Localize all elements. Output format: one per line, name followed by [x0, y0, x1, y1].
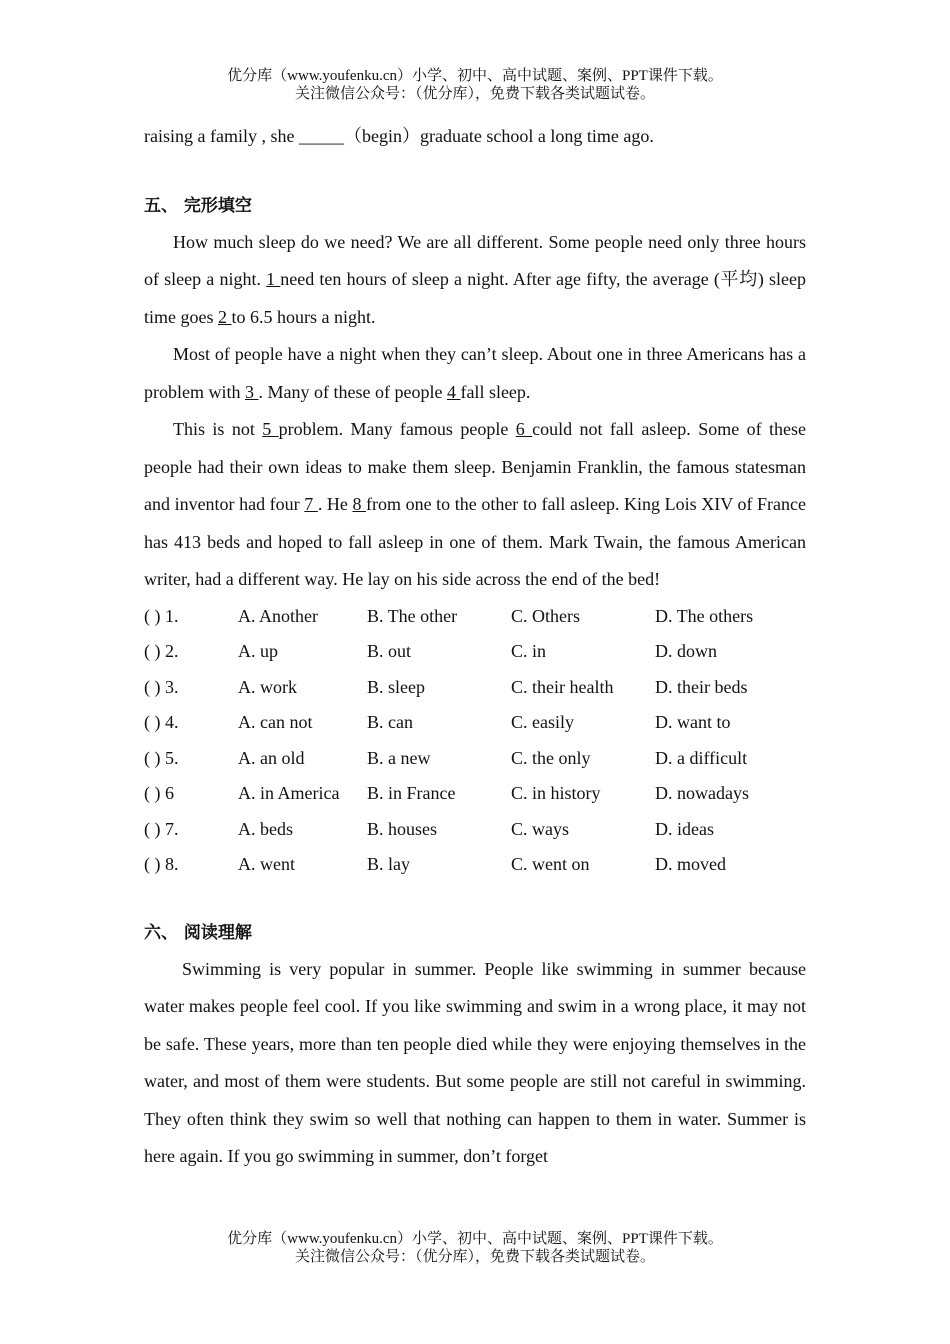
section-6-title: 六、 阅读理解 — [144, 922, 252, 943]
header-line-1: 优分库（www.youfenku.cn）小学、初中、高中试题、案例、PPT课件下载。 — [227, 68, 723, 84]
option-d: D. nowadays — [655, 783, 749, 803]
option-d: D. a difficult — [655, 747, 748, 768]
option-b: B. can — [367, 712, 413, 732]
question-number: ( ) 4. — [144, 712, 179, 732]
cloze-paragraph-2: Most of people have a night when they can’t sleep. About one in three Americans has a problem with 3 . Many of these of people 4 fall sleep. — [144, 344, 806, 402]
question-row — [144, 599, 806, 635]
question-row — [144, 634, 806, 670]
question-row — [144, 847, 806, 883]
cloze-paragraph-3: This is not 5 problem. Many famous people 6 could not fall asleep. Some of these people had their own ideas to make them sleep. Benjamin Franklin, the famous statesman and inventor had four 7 . He 8 from one to the other to fall asleep. King Lois XIV of France has 413 beds and hoped to fall asleep in one of them. Mark Twain, the famous American writer, had a different way. He lay on his side across the end of the bed! — [144, 419, 806, 589]
blank-8: 8 — [352, 494, 367, 514]
option-a: A. an old — [238, 747, 305, 768]
option-b: B. a new — [367, 747, 431, 768]
question-number: ( ) 1. — [144, 605, 179, 626]
footer-line-1: 优分库（www.youfenku.cn）小学、初中、高中试题、案例、PPT课件下载。 — [227, 1231, 723, 1247]
question-number: ( ) 7. — [144, 818, 179, 839]
question-number: ( ) 8. — [144, 854, 179, 874]
option-a: A. can not — [238, 712, 313, 732]
reading-paragraph-1: Swimming is very popular in summer. People like swimming in summer because water makes people feel cool. If you like swimming and swim in a wrong place, it may not be safe. These years, more than ten people died while they were enjoying themselves in the water, and most of them were students. But some people are still not careful in swimming. They often think they swim so well that nothing can happen to them in water. Summer is here again. If you go swimming in summer, don’t forget — [144, 958, 806, 1166]
option-a: A. Another — [238, 605, 318, 626]
option-c: C. in — [511, 641, 547, 661]
option-c: C. their health — [511, 676, 614, 697]
option-d: D. ideas — [655, 818, 714, 839]
question-row — [144, 670, 806, 706]
option-d: D. want to — [655, 712, 731, 732]
option-c: C. easily — [511, 712, 574, 732]
blank-6: 6 — [515, 419, 533, 439]
option-b: B. sleep — [367, 676, 425, 697]
question-row — [144, 812, 806, 848]
blank-7: 7 — [304, 494, 318, 514]
question-number: ( ) 3. — [144, 676, 179, 697]
option-b: B. lay — [367, 854, 410, 874]
question-number: ( ) 6 — [144, 783, 174, 803]
footer-line-2: 关注微信公众号：（优分库），免费下载各类试题试卷。 — [294, 1249, 655, 1265]
option-d: D. The others — [655, 605, 754, 626]
option-b: B. out — [367, 641, 412, 661]
page-header — [0, 67, 950, 103]
option-a: A. up — [238, 641, 278, 661]
continuation-line: raising a family , she _____（begin）graduate school a long time ago. — [144, 126, 654, 146]
question-row — [144, 705, 806, 741]
option-c: C. Others — [511, 605, 580, 626]
question-list — [144, 599, 806, 883]
option-c: C. went on — [511, 854, 590, 874]
option-a: A. work — [238, 676, 297, 697]
option-b: B. houses — [367, 818, 438, 839]
cloze-paragraph-1: How much sleep do we need? We are all different. Some people need only three hours of sleep a night. 1 need ten hours of sleep a night. After age fifty, the average (平均) sleep time goes 2 to 6.5 hours a night. — [144, 231, 807, 327]
question-number: ( ) 2. — [144, 641, 179, 661]
answer-blank: _____ — [298, 126, 344, 146]
blank-5: 5 — [262, 419, 279, 439]
option-d: D. moved — [655, 854, 726, 874]
option-c: C. the only — [511, 747, 591, 768]
question-row — [144, 741, 806, 777]
question-number: ( ) 5. — [144, 747, 179, 768]
option-c: C. in history — [511, 783, 601, 803]
blank-4: 4 — [446, 381, 461, 402]
document-body — [144, 118, 806, 1176]
option-a: A. beds — [238, 818, 293, 839]
section-5-title: 五、 完形填空 — [144, 195, 252, 216]
option-d: D. down — [655, 641, 717, 661]
page-footer — [0, 1230, 950, 1266]
blank-3: 3 — [245, 381, 259, 402]
option-d: D. their beds — [655, 676, 748, 697]
option-a: A. went — [238, 854, 295, 874]
blank-2: 2 — [218, 306, 232, 327]
blank-1: 1 — [266, 269, 281, 289]
option-b: B. The other — [367, 605, 458, 626]
question-row — [144, 776, 806, 812]
option-c: C. ways — [511, 818, 569, 839]
option-b: B. in France — [367, 783, 456, 803]
header-line-2: 关注微信公众号：（优分库），免费下载各类试题试卷。 — [294, 86, 655, 102]
option-a: A. in America — [238, 783, 340, 803]
